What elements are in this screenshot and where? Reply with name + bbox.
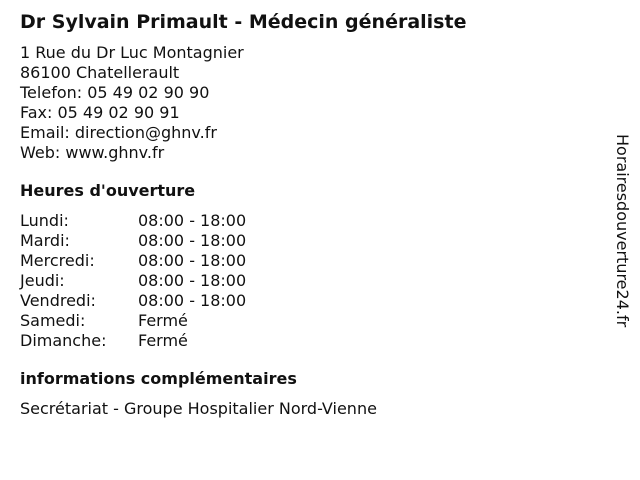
day-label: Dimanche: (20, 331, 107, 350)
day-hours: 08:00 - 18:00 (138, 271, 247, 290)
day-hours: 08:00 - 18:00 (138, 231, 247, 250)
hours-row-tuesday (20, 231, 600, 251)
info-heading: informations complémentaires (20, 369, 297, 388)
hours-row-friday (20, 291, 600, 311)
hours-heading: Heures d'ouverture (20, 181, 196, 200)
day-label: Mardi: (20, 231, 70, 250)
day-label: Lundi: (20, 211, 69, 230)
email-address[interactable]: Email: direction@ghnv.fr (20, 123, 217, 142)
day-hours: 08:00 - 18:00 (138, 211, 247, 230)
day-label: Mercredi: (20, 251, 95, 270)
address-street: 1 Rue du Dr Luc Montagnier (20, 43, 244, 62)
day-hours: 08:00 - 18:00 (138, 251, 247, 270)
day-label: Vendredi: (20, 291, 96, 310)
phone-number[interactable]: Telefon: 05 49 02 90 90 (20, 83, 210, 102)
hours-row-saturday (20, 311, 600, 331)
hours-row-sunday (20, 331, 600, 351)
contact-block (20, 43, 600, 163)
hours-table (20, 211, 600, 351)
fax-number: Fax: 05 49 02 90 91 (20, 103, 180, 122)
website-link[interactable]: Web: www.ghnv.fr (20, 143, 165, 162)
day-hours: 08:00 - 18:00 (138, 291, 247, 310)
hours-row-monday (20, 211, 600, 231)
day-hours: Fermé (138, 331, 188, 350)
hours-row-wednesday (20, 251, 600, 271)
business-listing (20, 10, 600, 419)
day-hours: Fermé (138, 311, 188, 330)
info-text: Secrétariat - Groupe Hospitalier Nord-Vienne (20, 399, 377, 418)
site-watermark: Horairesdouverture24.fr (613, 134, 632, 328)
day-label: Jeudi: (20, 271, 65, 290)
page-title: Dr Sylvain Primault - Médecin généraliste (20, 11, 467, 33)
day-label: Samedi: (20, 311, 86, 330)
address-city: 86100 Chatellerault (20, 63, 180, 82)
hours-row-thursday (20, 271, 600, 291)
